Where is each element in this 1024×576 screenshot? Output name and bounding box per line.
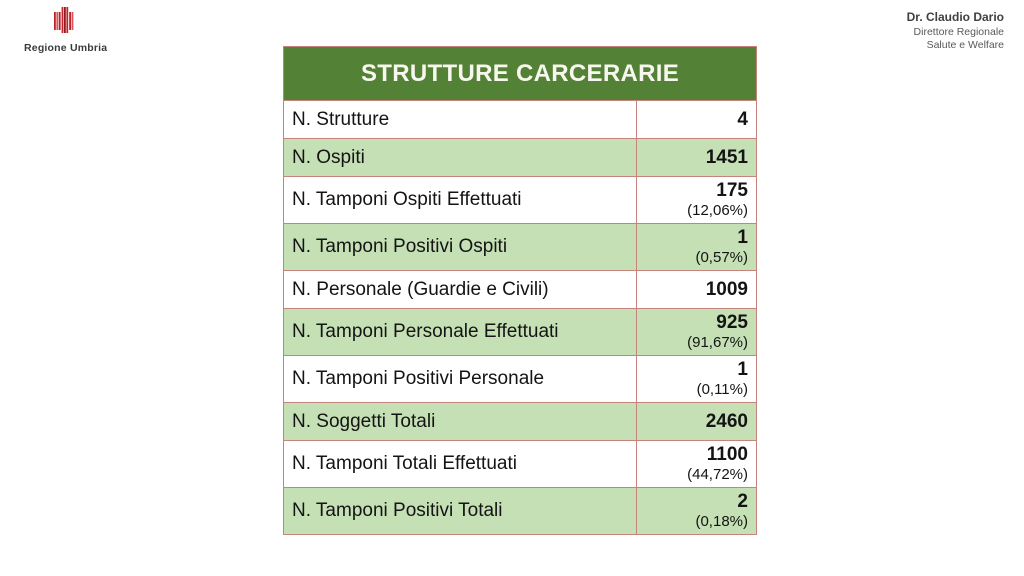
row-value-cell — [636, 139, 756, 176]
row-value: 4 — [737, 108, 748, 130]
row-label: N. Ospiti — [292, 146, 365, 168]
row-value: 175 — [716, 180, 748, 202]
author-role-2: Salute e Welfare — [926, 39, 1004, 52]
row-label: N. Tamponi Positivi Ospiti — [292, 236, 508, 257]
author-block — [907, 10, 1004, 53]
row-percentage: (91,67%) — [687, 333, 748, 351]
row-percentage: (12,06%) — [687, 201, 748, 219]
row-percentage: (0,11%) — [696, 380, 748, 398]
table-row — [284, 138, 756, 176]
row-value-cell — [636, 271, 756, 308]
row-value-cell — [636, 101, 756, 138]
row-value-cell — [636, 309, 756, 355]
row-value-cell — [636, 356, 756, 402]
row-value: 2460 — [705, 410, 748, 432]
regione-umbria-branding — [24, 7, 108, 54]
regione-umbria-logo-icon — [54, 7, 75, 35]
table-row — [284, 355, 756, 402]
row-label: N. Personale (Guardie e Civili) — [292, 278, 549, 300]
brand-label: Regione Umbria — [24, 42, 108, 54]
row-value: 925 — [716, 312, 748, 334]
author-name: Dr. Claudio Dario — [906, 10, 1004, 24]
table-row — [284, 270, 756, 308]
row-value: 1009 — [705, 278, 748, 300]
table-row — [284, 100, 756, 138]
table-header — [284, 47, 756, 100]
row-percentage: (44,72%) — [687, 465, 748, 483]
row-value: 1100 — [706, 444, 748, 466]
row-label: N. Tamponi Positivi Personale — [292, 368, 545, 389]
row-label: N. Tamponi Totali Effettuati — [292, 453, 517, 474]
row-value-cell — [636, 224, 756, 270]
table-title: STRUTTURE CARCERARIE — [361, 59, 679, 87]
row-percentage: (0,57%) — [695, 248, 748, 266]
row-label: N. Tamponi Ospiti Effettuati — [292, 189, 522, 210]
table-row — [284, 402, 756, 440]
table-row — [284, 176, 756, 223]
table-row — [284, 223, 756, 270]
table-row — [284, 487, 756, 534]
row-label: N. Strutture — [292, 108, 390, 130]
table-row — [284, 308, 756, 355]
row-percentage: (0,18%) — [695, 512, 748, 530]
row-value: 1 — [737, 227, 748, 249]
table-row — [284, 440, 756, 487]
row-value: 1 — [737, 359, 748, 381]
row-value-cell — [636, 441, 756, 487]
row-label: N. Tamponi Positivi Totali — [292, 500, 503, 521]
row-value: 1451 — [705, 146, 748, 168]
row-value-cell — [636, 488, 756, 534]
row-value: 2 — [737, 491, 748, 513]
author-role-1: Direttore Regionale — [913, 25, 1004, 38]
row-label: N. Tamponi Personale Effettuati — [292, 321, 559, 342]
row-value-cell — [636, 177, 756, 223]
strutture-carcerarie-table — [283, 46, 757, 535]
row-value-cell — [636, 403, 756, 440]
row-label: N. Soggetti Totali — [292, 410, 436, 432]
